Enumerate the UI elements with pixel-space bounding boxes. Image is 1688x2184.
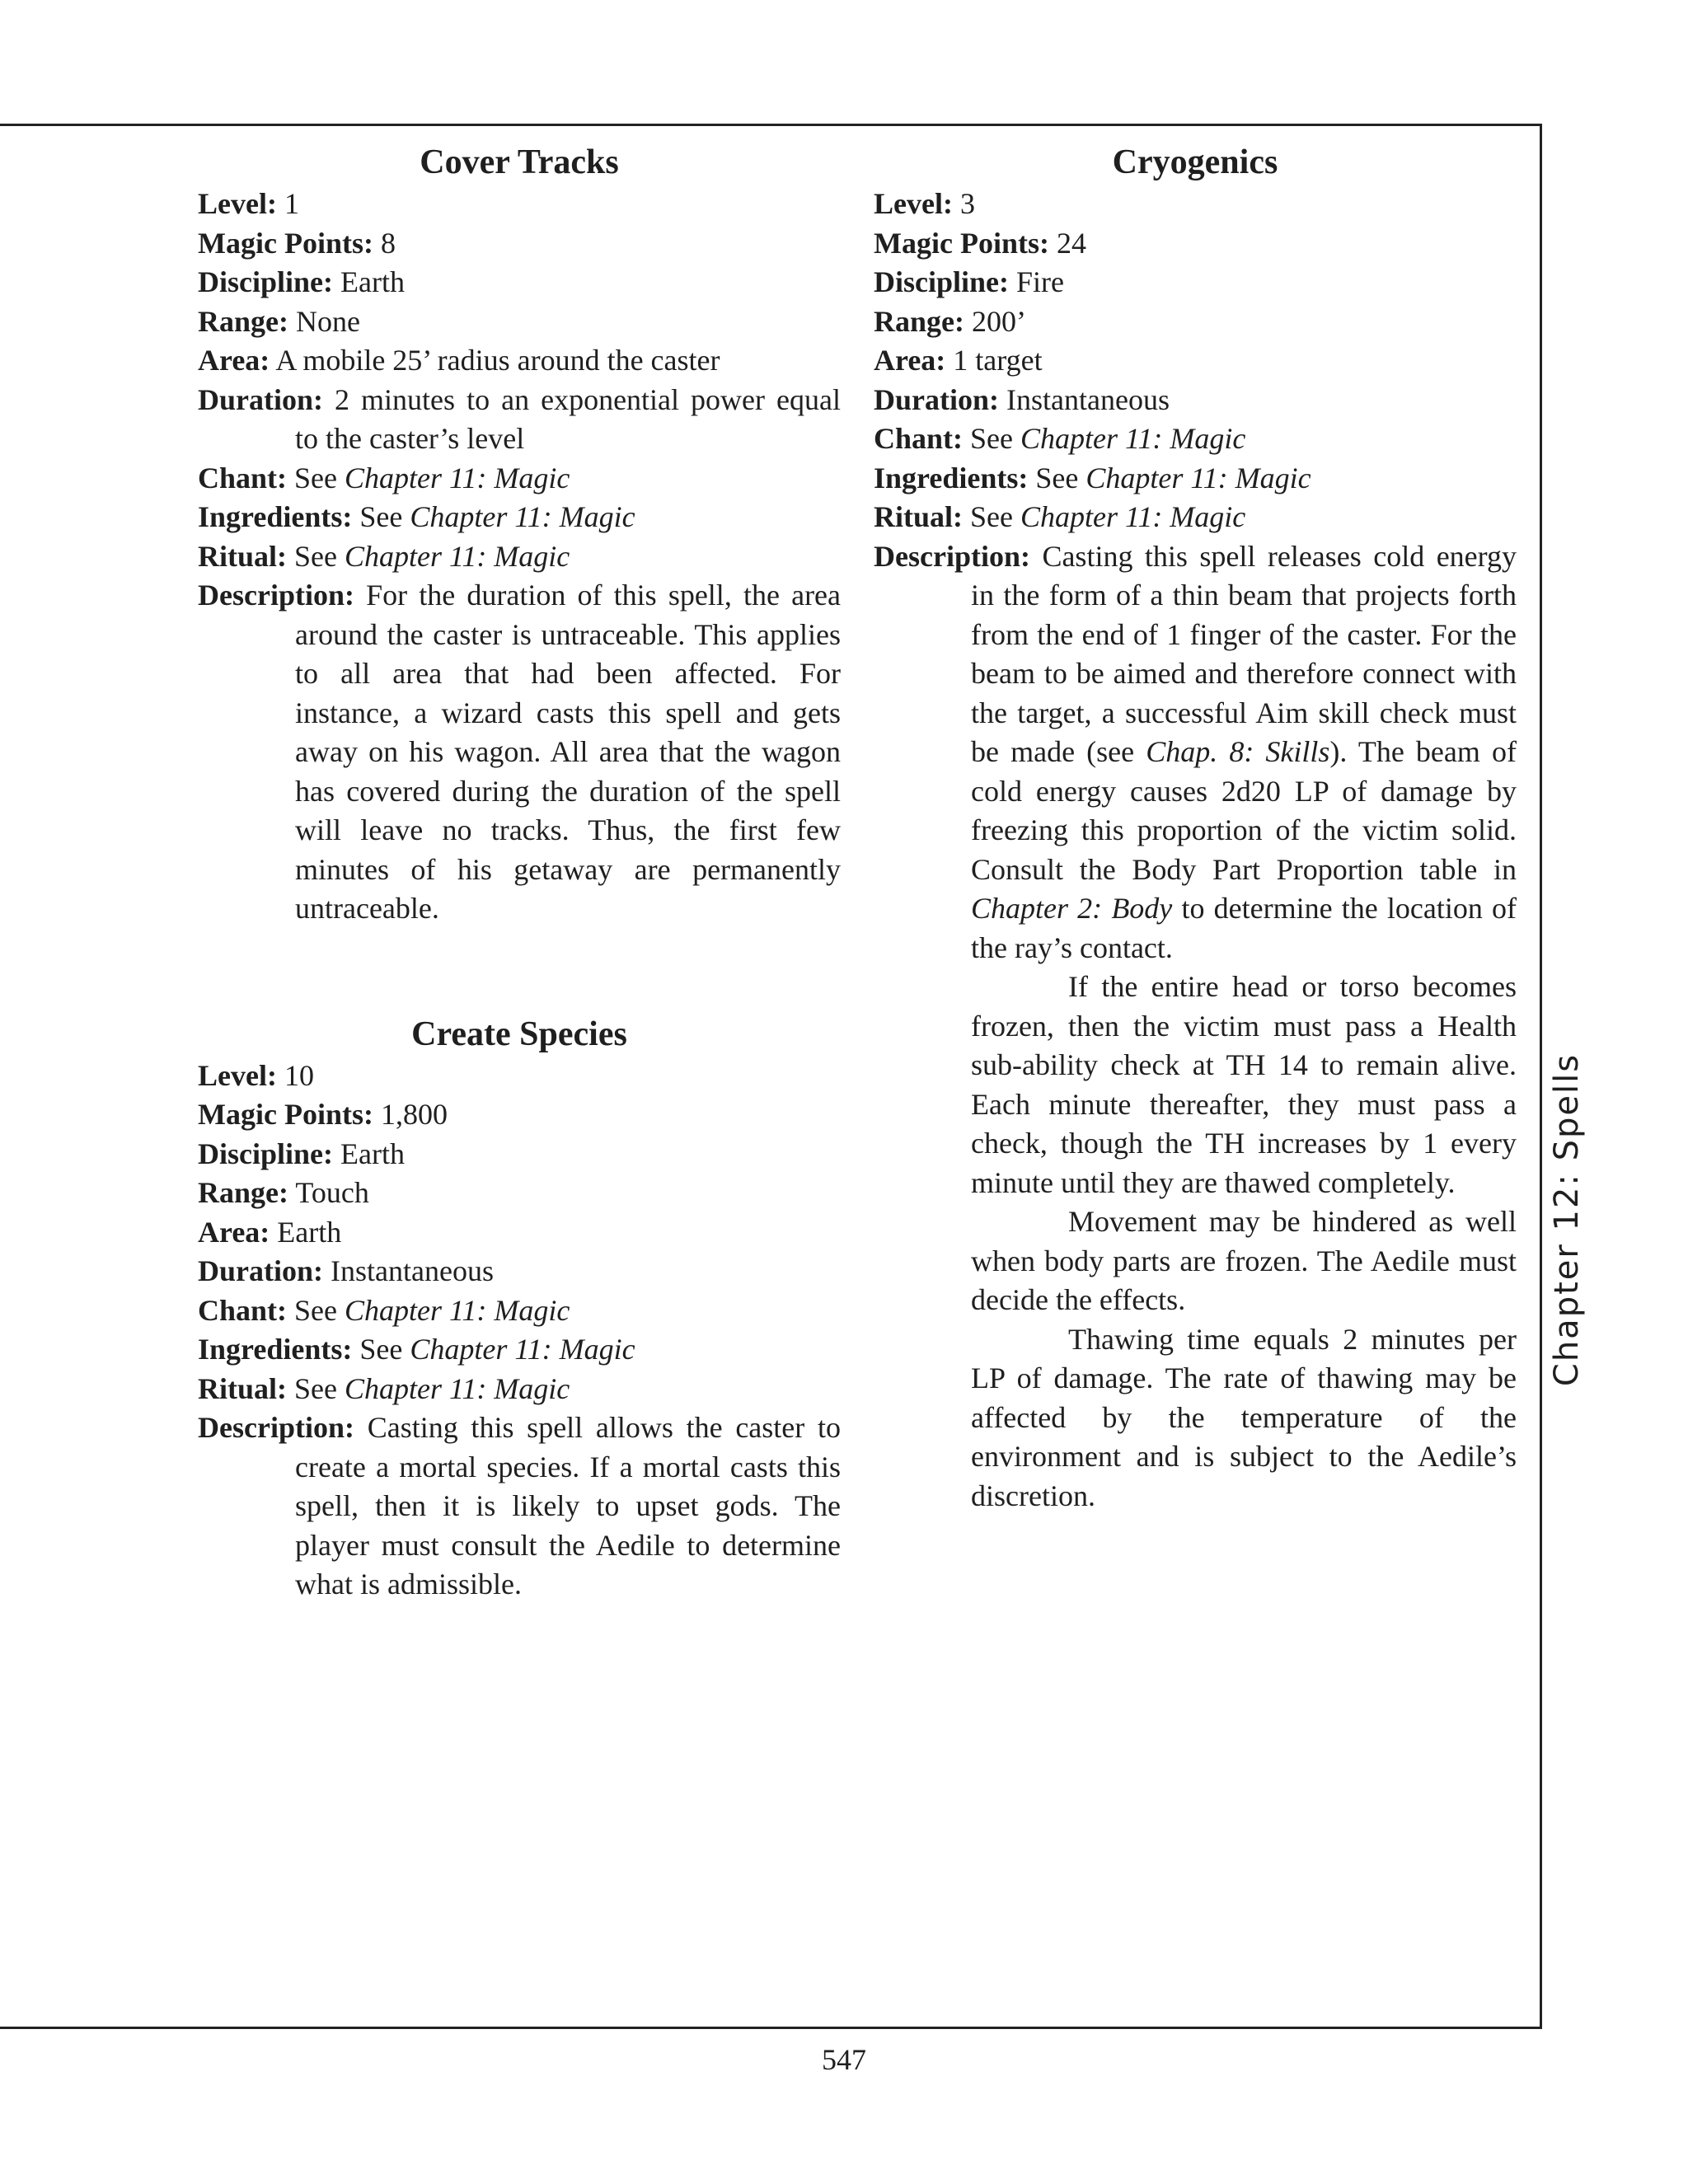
field-label: Level: [198, 1058, 277, 1092]
spell-ingredients [874, 459, 1517, 499]
spell-create-species [198, 1014, 841, 1605]
field-value: 10 [284, 1058, 314, 1092]
chapter-reference: Chapter 11: Magic [1085, 461, 1311, 494]
spell-title: Create Species [411, 1015, 627, 1053]
page-number: 547 [822, 2043, 866, 2076]
field-value: 1 target [953, 344, 1043, 377]
field-label: Ingredients: [198, 500, 353, 533]
right-column [874, 142, 1517, 1516]
field-label: Magic Points: [198, 1098, 373, 1131]
section-gap [198, 929, 841, 1014]
field-label: Magic Points: [874, 226, 1049, 260]
description-text: For the duration of this spell, the area around the caster is untraceable. This applies to all area that had been affected. For instance, a wizard casts this spell and gets away on his wagon. All area that the wagon has covered during the duration of the spell will leave no tracks. Thus, the first few minutes of his getaway are permanently untraceable. [295, 579, 842, 925]
left-column [198, 142, 841, 1605]
field-label: Chant: [198, 461, 288, 494]
spell-duration [874, 381, 1517, 420]
field-label: Discipline: [198, 265, 334, 298]
spell-level [874, 185, 1517, 224]
spell-chant [874, 419, 1517, 459]
field-label: Range: [874, 304, 964, 338]
spell-magic-points [198, 1095, 841, 1135]
spell-range [198, 1174, 841, 1213]
description-text: ). The beam of cold energy causes 2d20 LP of damage by freezing this proportion of the victim solid. Consult the Body Part Proportion table in [971, 735, 1517, 886]
field-label: Ingredients: [198, 1333, 353, 1366]
spell-description [198, 1408, 841, 1605]
field-label: Description: [874, 539, 1030, 573]
spell-duration [198, 1252, 841, 1291]
field-value: 2 minutes to an exponential power equal to the caster’s level [295, 382, 842, 455]
spell-chant [198, 1291, 841, 1331]
description-paragraph: If the entire head or torso becomes frozen, then the victim must pass a Health sub-ability check at TH 14 to remain alive. Each minute thereafter, they must pass a check, though the TH increases by 1 every minute until they are thawed completely. [971, 970, 1517, 1199]
spell-ritual [198, 1370, 841, 1409]
field-label: Discipline: [198, 1137, 334, 1170]
field-value: Earth [340, 265, 405, 298]
spell-level [198, 185, 841, 224]
spell-title: Cover Tracks [420, 143, 619, 181]
description-text: to determine the location of the ray’s contact. [971, 892, 1517, 964]
field-label: Ritual: [874, 500, 963, 533]
field-value: See [970, 422, 1014, 455]
field-label: Description: [198, 1411, 354, 1444]
spell-area [198, 1213, 841, 1253]
chapter-reference: Chapter 11: Magic [410, 500, 635, 533]
field-label: Chant: [198, 1293, 288, 1327]
spell-level [198, 1057, 841, 1096]
field-value: Touch [295, 1176, 369, 1209]
chapter-reference: Chapter 11: Magic [344, 1371, 570, 1405]
field-value: See [294, 461, 338, 494]
field-label: Description: [198, 579, 354, 612]
field-label: Discipline: [874, 265, 1010, 298]
spell-discipline [198, 1135, 841, 1174]
field-value: Earth [277, 1215, 342, 1249]
spell-title: Cryogenics [1112, 143, 1278, 181]
chapter-reference: Chapter 11: Magic [345, 461, 570, 494]
spell-area [198, 341, 841, 381]
field-value: 3 [959, 187, 975, 220]
chapter-reference: Chapter 11: Magic [344, 539, 570, 573]
field-label: Magic Points: [198, 226, 373, 260]
field-label: Range: [198, 1176, 288, 1209]
chapter-reference: Chapter 2: Body [971, 892, 1173, 925]
field-value: 200’ [972, 304, 1026, 338]
field-label: Area: [874, 344, 946, 377]
chapter-reference: Chap. 8: Skills [1146, 735, 1330, 768]
spell-description [874, 537, 1517, 968]
field-label: Level: [198, 187, 277, 220]
chapter-reference: Chapter 11: Magic [1020, 500, 1246, 533]
chapter-reference: Chapter 11: Magic [410, 1333, 635, 1366]
spell-magic-points [198, 224, 841, 264]
field-label: Duration: [198, 1254, 323, 1287]
spell-range [874, 302, 1517, 342]
spell-discipline [198, 263, 841, 302]
spell-cryogenics [874, 142, 1517, 1516]
spell-description [198, 576, 841, 929]
field-value: Earth [340, 1137, 405, 1170]
chapter-reference: Chapter 11: Magic [345, 1293, 570, 1327]
field-value: 8 [380, 226, 396, 260]
spell-discipline [874, 263, 1517, 302]
field-value: See [970, 500, 1013, 533]
field-label: Ritual: [198, 539, 287, 573]
spell-ritual [198, 537, 841, 577]
field-label: Level: [874, 187, 953, 220]
spell-ingredients [198, 1330, 841, 1370]
description-paragraph: Movement may be hindered as well when body parts are frozen. The Aedile must decide the effects. [971, 1205, 1517, 1316]
spell-area [874, 341, 1517, 381]
spell-ritual [874, 498, 1517, 537]
spell-ingredients [198, 498, 841, 537]
field-value: Instantaneous [1006, 382, 1170, 416]
field-label: Ingredients: [874, 461, 1029, 494]
field-value: 1 [284, 187, 299, 220]
field-value: See [294, 1371, 337, 1405]
spell-chant [198, 459, 841, 499]
field-label: Area: [198, 1215, 270, 1249]
chapter-reference: Chapter 11: Magic [1020, 422, 1246, 455]
spell-cover-tracks [198, 142, 841, 929]
field-value: 1,800 [380, 1098, 448, 1131]
description-paragraph: Thawing time equals 2 minutes per LP of damage. The rate of thawing may be affected by the temperature of the environment and is subject to the Aedile’s discretion. [971, 1322, 1517, 1512]
spell-magic-points [874, 224, 1517, 264]
spell-range [198, 302, 841, 342]
field-value: See [359, 500, 403, 533]
field-label: Ritual: [198, 1371, 287, 1405]
chapter-side-tab [1548, 1053, 1597, 1386]
field-value: See [359, 1333, 403, 1366]
field-label: Area: [198, 344, 270, 377]
spell-duration [198, 381, 841, 459]
field-value: None [296, 304, 360, 338]
field-value: See [294, 539, 337, 573]
field-label: Duration: [874, 382, 999, 416]
field-value: See [294, 1293, 338, 1327]
description-text: Casting this spell allows the caster to create a mortal species. If a mortal casts this spell, then it is likely to upset gods. The player must consult the Aedile to determine what is admissible. [295, 1411, 842, 1601]
field-value: 24 [1056, 226, 1086, 260]
field-value: Instantaneous [331, 1254, 494, 1287]
chapter-side-tab-text: Chapter 12: Spells [1548, 1052, 1586, 1387]
field-value: Fire [1016, 265, 1065, 298]
field-label: Range: [198, 304, 288, 338]
field-value: See [1035, 461, 1079, 494]
field-label: Duration: [198, 382, 323, 416]
field-label: Chant: [874, 422, 964, 455]
field-value: A mobile 25’ radius around the caster [275, 344, 720, 377]
description-text: Casting this spell releases cold energy in the form of a thin beam that projects forth from the end of 1 finger of the caster. For the beam to be aimed and therefore connect with the target, a successful Aim skill check must be made (see [971, 539, 1517, 768]
